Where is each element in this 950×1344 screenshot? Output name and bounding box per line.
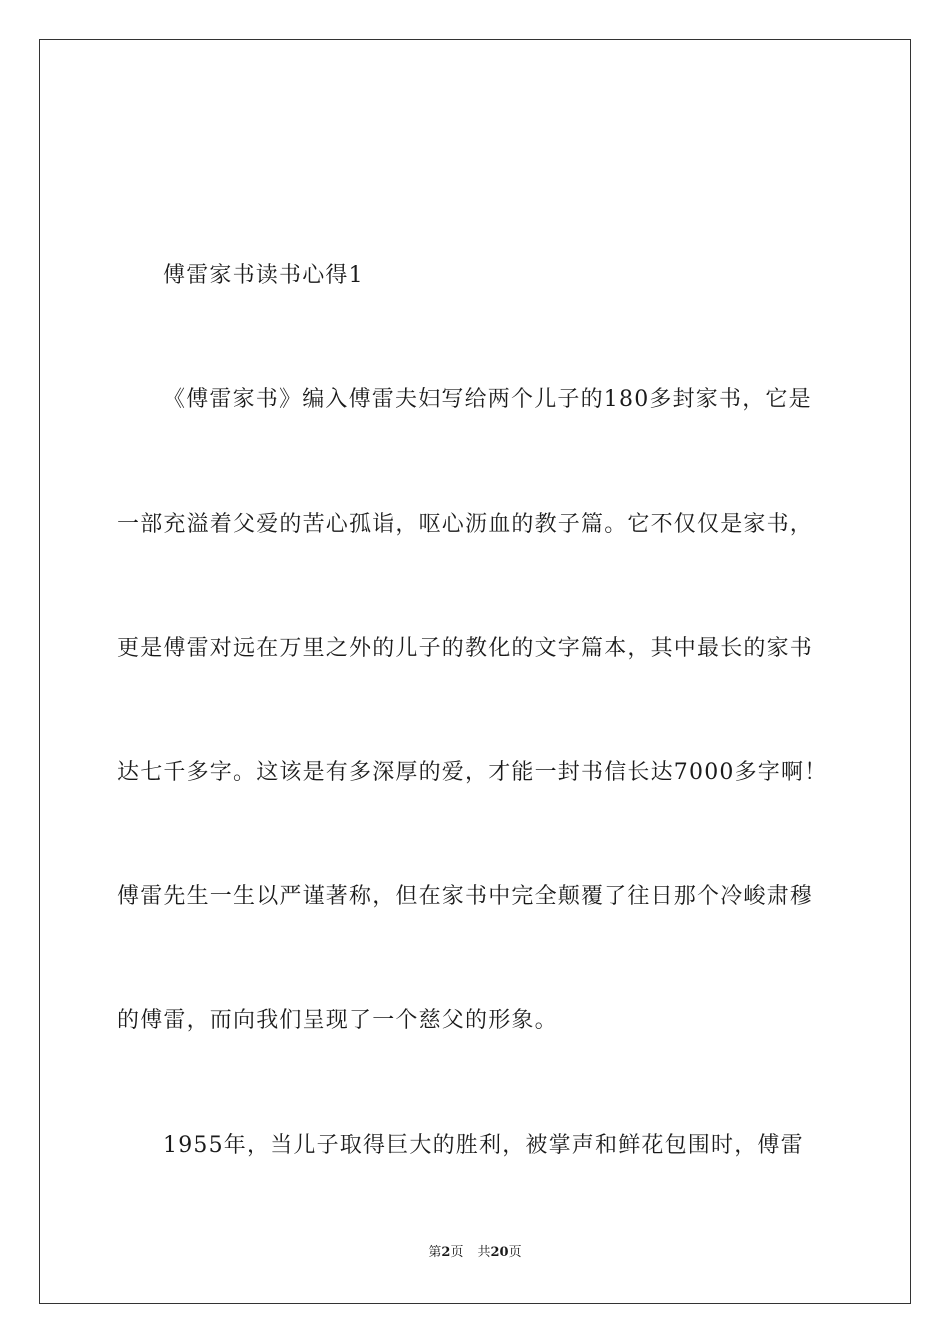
paragraph-line-6: 的傅雷，而向我们呈现了一个慈父的形象。 bbox=[117, 1008, 558, 1033]
page-footer bbox=[0, 1244, 950, 1262]
paragraph-line-2: 一部充溢着父爱的苦心孤诣，呕心沥血的教子篇。它不仅仅是家书， bbox=[117, 512, 814, 537]
paragraph-line-4: 达七千多字。这该是有多深厚的爱，才能一封书信长达7000多字啊！ bbox=[117, 760, 828, 785]
paragraph-line-5: 傅雷先生一生以严谨著称，但在家书中完全颠覆了往日那个冷峻肃穆 bbox=[117, 884, 814, 909]
document-title: 傅雷家书读书心得1 bbox=[163, 263, 364, 288]
paragraph-line-1: 《傅雷家书》编入傅雷夫妇写给两个儿子的180多封家书，它是 bbox=[163, 387, 812, 412]
paragraph-line-7: 1955年，当儿子取得巨大的胜利，被掌声和鲜花包围时，傅雷 bbox=[163, 1133, 804, 1158]
page-border bbox=[39, 39, 911, 1304]
paragraph-line-3: 更是傅雷对远在万里之外的儿子的教化的文字篇本，其中最长的家书 bbox=[117, 636, 814, 661]
total-pages: 20 bbox=[490, 1245, 509, 1260]
page-prefix: 第 bbox=[428, 1245, 442, 1260]
total-suffix: 页 bbox=[508, 1245, 522, 1260]
total-prefix: 共 bbox=[477, 1245, 491, 1260]
page-number: 2 bbox=[441, 1245, 451, 1260]
page-suffix: 页 bbox=[450, 1245, 464, 1260]
